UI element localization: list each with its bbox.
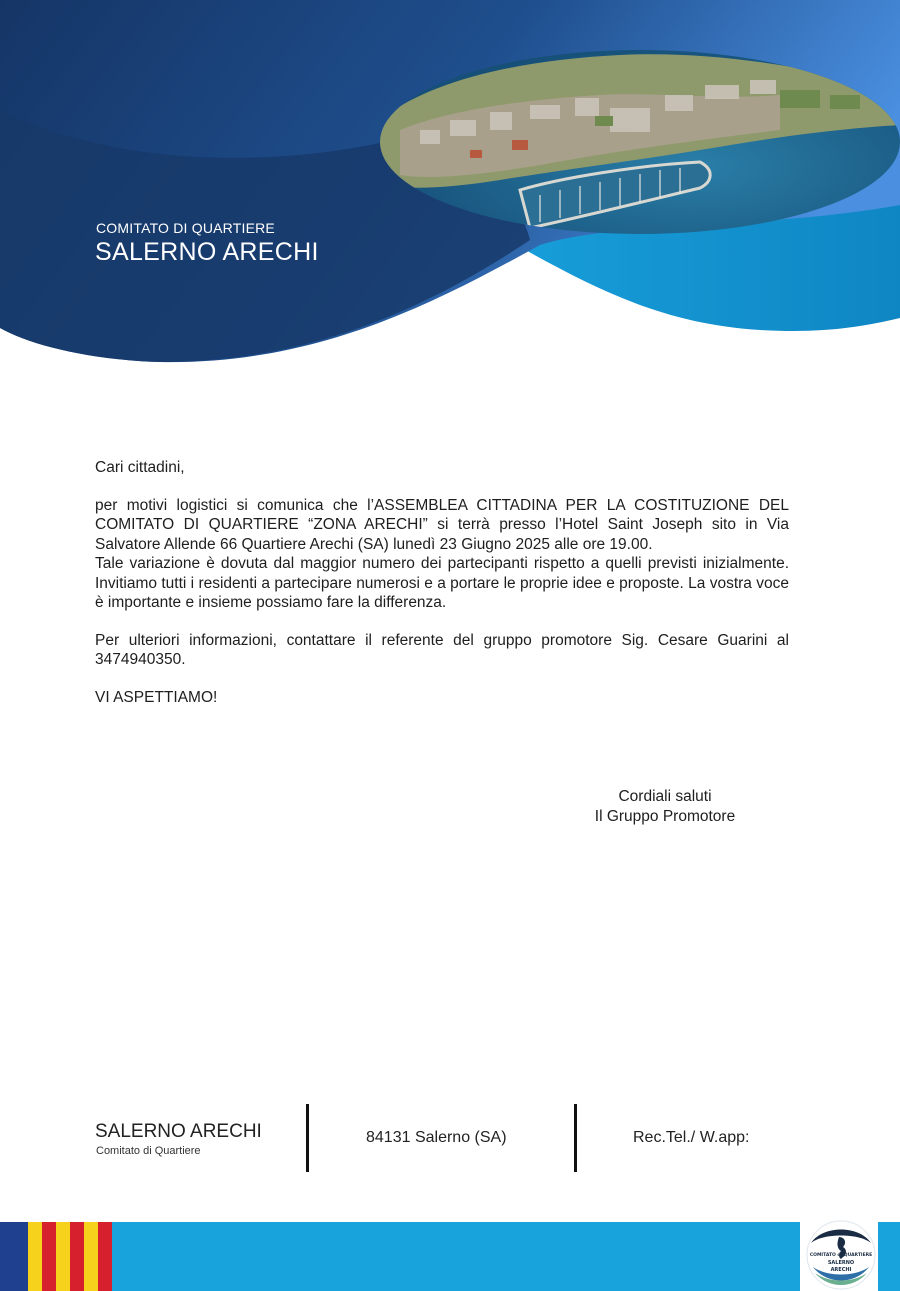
footer-divider <box>306 1104 309 1172</box>
bottom-color-bar <box>0 1222 900 1291</box>
flag-stripe-yellow <box>56 1222 70 1291</box>
letter-paragraph-1: per motivi logistici si comunica che l’ASSEMBLEA CITTADINA PER LA COSTITUZIONE DEL COMITATO DI QUARTIERE “ZONA ARECHI” si terrà presso l’Hotel Saint Joseph sito in Via Salvatore Allende 66 Quartiere Arechi (SA) lunedì 23 Giugno 2025 alle ore 19.00. <box>95 496 789 553</box>
header-kicker: COMITATO DI QUARTIERE <box>96 220 275 236</box>
footer-phone-label: Rec.Tel./ W.app: <box>633 1129 750 1146</box>
signature-block <box>560 787 770 826</box>
letter-greeting: Cari cittadini, <box>95 459 185 476</box>
footer-divider <box>574 1104 577 1172</box>
letter-paragraph-2: Tale variazione è dovuta dal maggior numero dei partecipanti rispetto a quelli previsti inizialmente. Invitiamo tutti i residenti a partecipare numerosi e a portare le proprie idee e proposte. La vostra voce è importante e insieme possiamo fare la differenza. <box>95 555 789 611</box>
signature-name: Il Gruppo Promotore <box>594 807 736 825</box>
flag-stripe-blue <box>0 1222 28 1291</box>
bottom-bar-background <box>0 1222 900 1291</box>
flag-stripe-red <box>98 1222 112 1291</box>
letter-closing-call: VI ASPETTIAMO! <box>95 688 218 706</box>
flag-stripe-yellow <box>28 1222 42 1291</box>
footer-address: 84131 Salerno (SA) <box>366 1129 507 1146</box>
signature-greeting: Cordiali saluti <box>618 788 712 805</box>
flag-stripe-red <box>70 1222 84 1291</box>
header-title: SALERNO ARECHI <box>95 238 319 266</box>
letter-body <box>95 458 789 725</box>
logo-text-line3: ARECHI <box>830 1267 852 1273</box>
flag-stripe-yellow <box>84 1222 98 1291</box>
flag-stripe-red <box>42 1222 56 1291</box>
footer-organization-name: SALERNO ARECHI <box>95 1121 262 1142</box>
letter-paragraph-announcement <box>95 496 789 555</box>
logo-text-line1: COMITATO di QUARTIERE <box>809 1253 873 1258</box>
footer-organization-subtitle: Comitato di Quartiere <box>96 1145 201 1157</box>
letter-paragraph-3: Per ulteriori informazioni, contattare il referente del gruppo promotore Sig. Cesare Guarini al 3474940350. <box>95 631 789 668</box>
logo-text-line2: SALERNO <box>827 1260 855 1266</box>
header-wave-graphic <box>0 0 900 380</box>
